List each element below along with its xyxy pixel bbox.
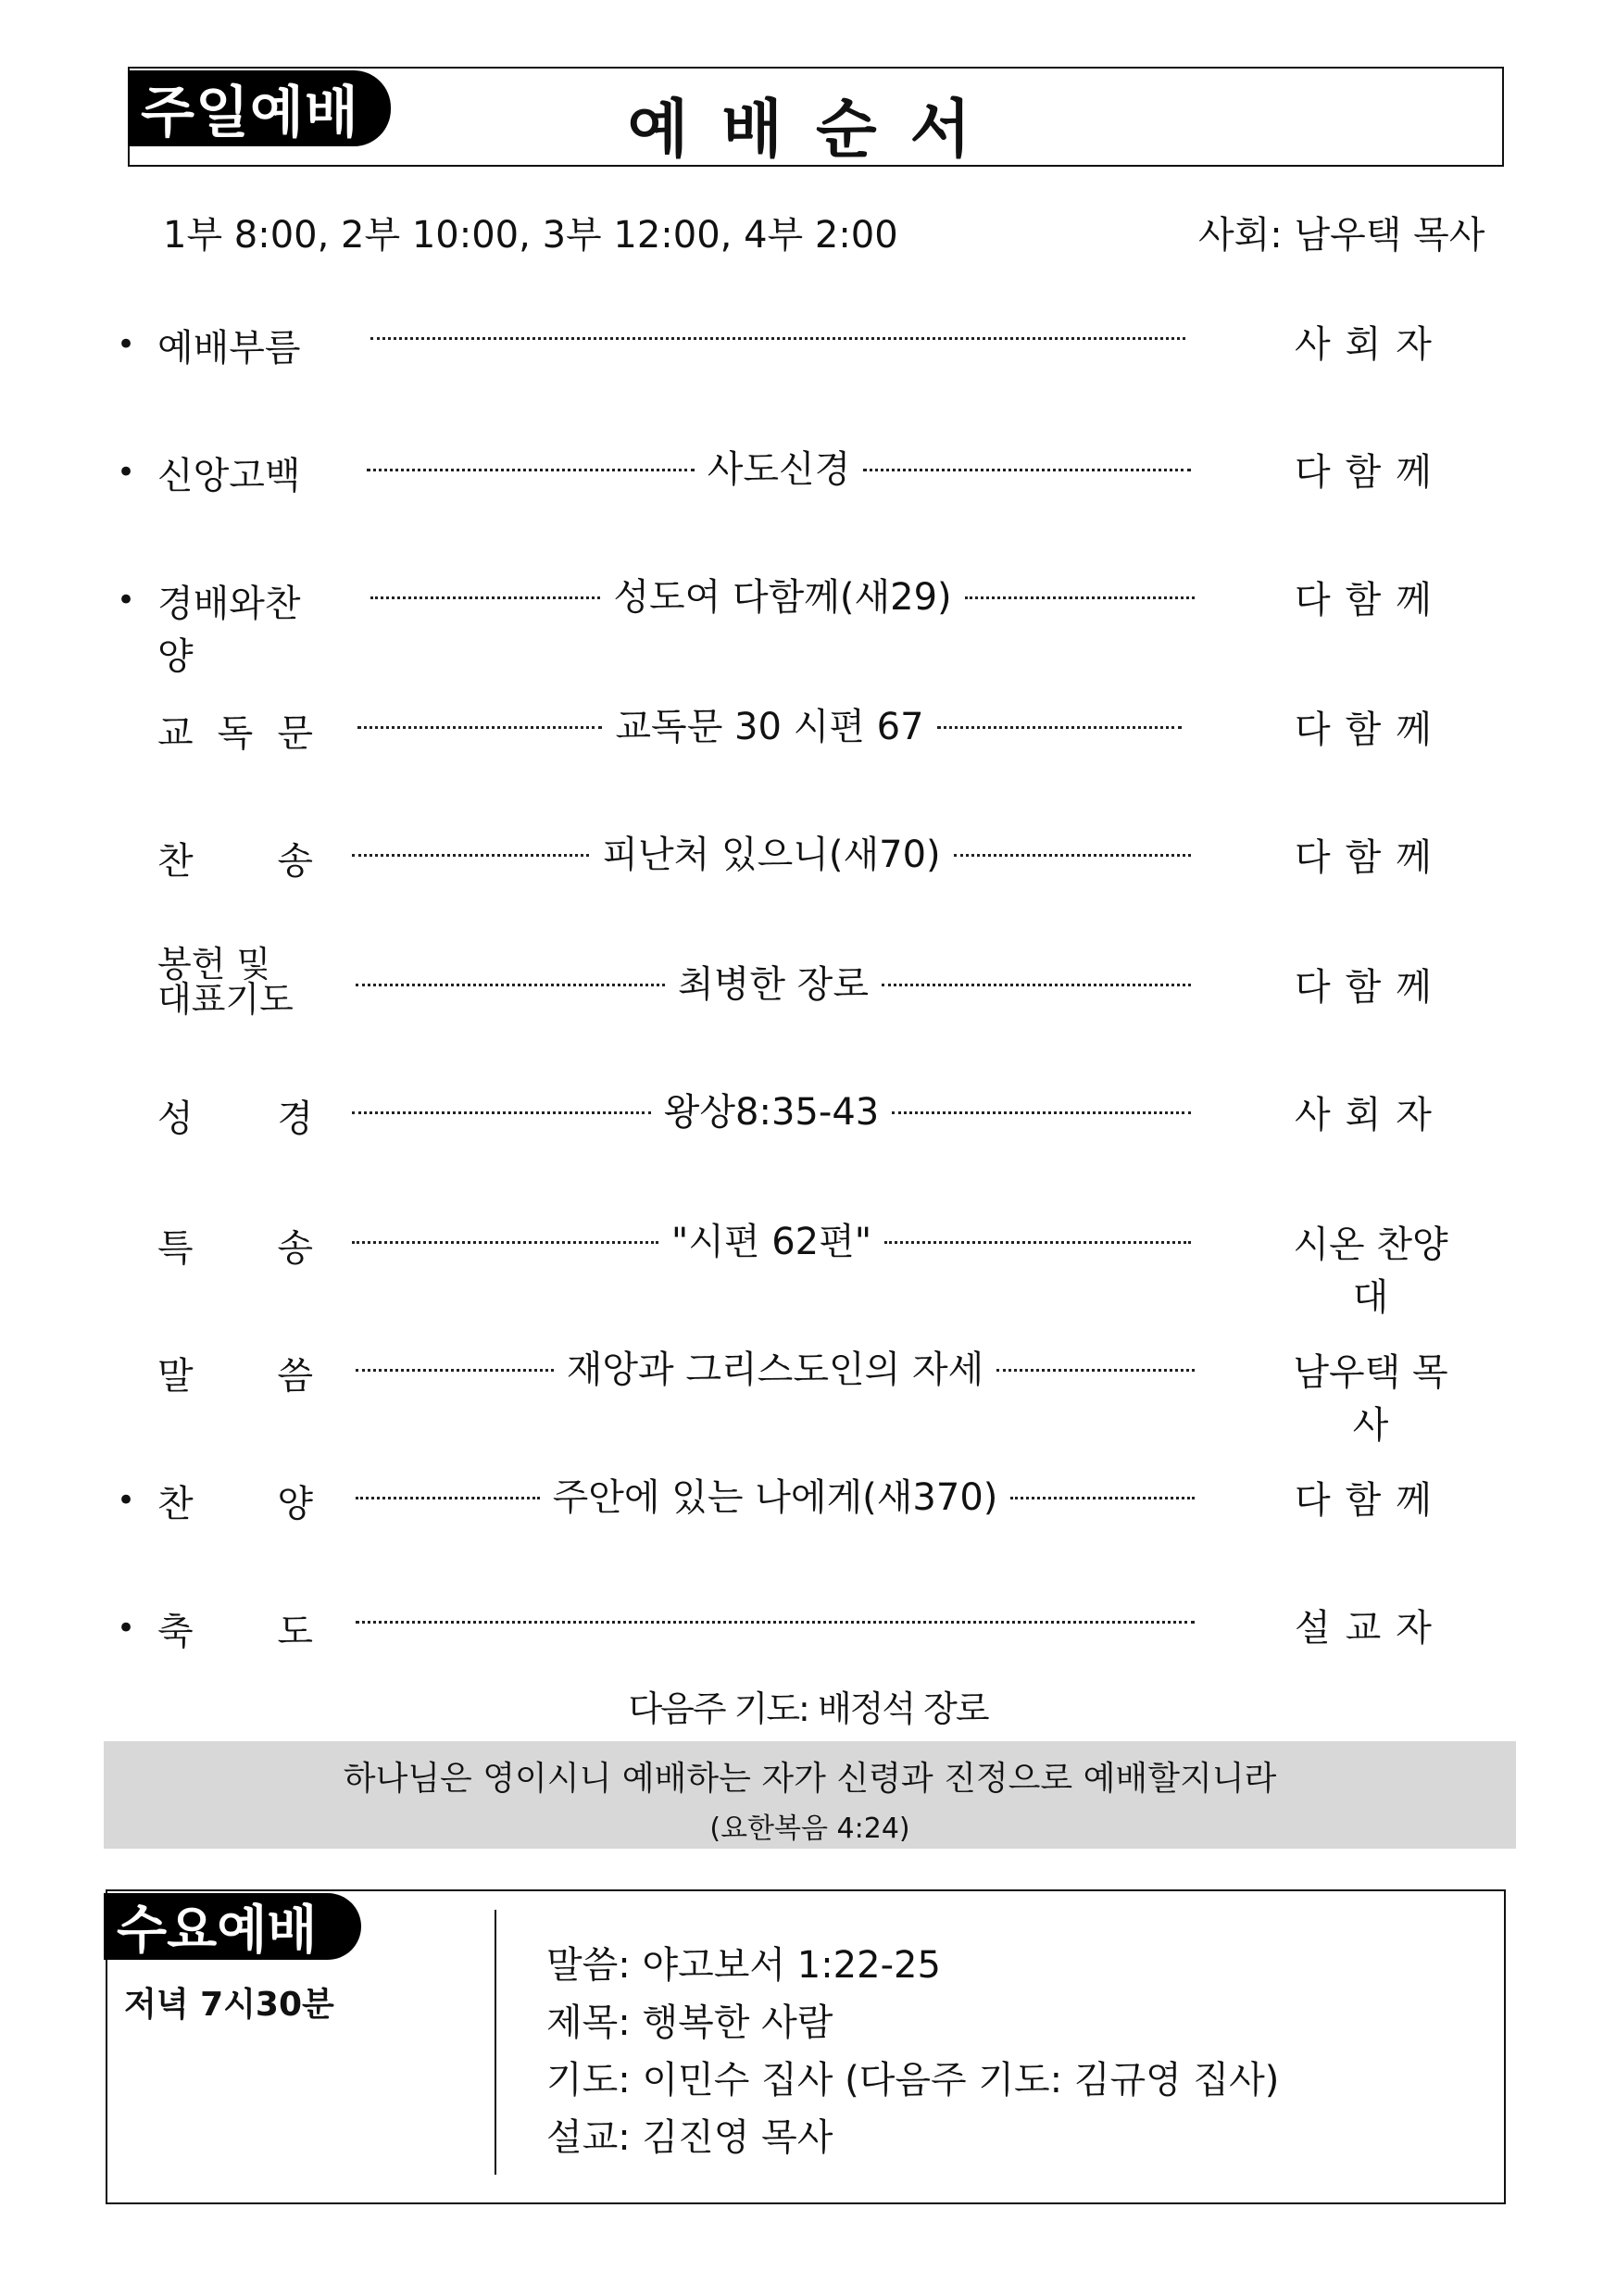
wednesday-prayer: 기도: 이민수 집사 (다음주 기도: 김규영 집사) (546, 2059, 1280, 2102)
order-item-responder: 다함께 (1295, 836, 1447, 879)
order-item-label (157, 1602, 313, 1655)
bullet-marker: • (117, 1482, 136, 1519)
dotted-leader (882, 984, 1191, 986)
order-item-label-char: 특 (157, 1227, 194, 1270)
order-item-responder: 다함께 (1295, 966, 1447, 1009)
order-item-content: 사도신경 (707, 447, 851, 491)
order-item-content: 재앙과 그리스도인의 자세 (566, 1348, 984, 1391)
order-item (0, 1458, 1616, 1541)
bullet-marker: • (117, 326, 136, 363)
wednesday-preacher: 설교: 김진영 목사 (546, 2116, 833, 2159)
order-item (0, 945, 1616, 1028)
order-item-label-char: 교 (157, 712, 194, 755)
order-item (0, 1202, 1616, 1319)
order-item-responder: 사회자 (1295, 1094, 1447, 1136)
dotted-leader (352, 1241, 658, 1244)
order-item-label-char: 경배와찬양 (157, 583, 301, 678)
leader-dots (352, 828, 1191, 874)
order-item-label (157, 1347, 313, 1399)
dotted-leader (367, 469, 695, 471)
order-item-label-char: 찬 (157, 1483, 194, 1525)
order-item (0, 430, 1616, 513)
order-item-label-char: 찬 (157, 840, 194, 883)
service-times: 1부 8:00, 2부 10:00, 3부 12:00, 4부 2:00 (163, 214, 898, 257)
order-item-label (157, 704, 313, 757)
order-item-label-line: 대표기도 (157, 979, 294, 1020)
bullet-marker: • (117, 1610, 136, 1647)
order-item-label-char: 독 (217, 712, 254, 755)
dotted-leader (357, 726, 602, 729)
wednesday-time: 저녁 7시30분 (124, 1986, 334, 2024)
order-item (0, 1330, 1616, 1447)
leader-dots (356, 1471, 1195, 1517)
order-item-label (157, 1089, 313, 1142)
order-item-content: 교독문 30 시편 67 (615, 705, 924, 748)
wednesday-divider (495, 1910, 496, 2175)
order-item-label (157, 319, 313, 371)
dotted-leader (884, 1241, 1191, 1244)
wednesday-sermon-title: 제목: 행복한 사람 (546, 2001, 833, 2044)
order-item-content: 주안에 있는 나에게(새370) (552, 1475, 998, 1519)
order-item (0, 1073, 1616, 1156)
order-item-label (157, 944, 313, 1020)
dotted-leader (937, 726, 1182, 729)
order-item-label-char: 송 (277, 840, 313, 883)
order-item-content: 왕상8:35-43 (663, 1090, 880, 1134)
order-item-label-line: 봉헌 및 (157, 944, 271, 985)
order-item-label (157, 832, 313, 885)
leader-dots (356, 958, 1191, 1004)
order-item-responder: 다함께 (1295, 709, 1447, 751)
order-item-responder: 다함께 (1295, 1479, 1447, 1522)
order-item-responder: 다함께 (1295, 451, 1447, 494)
dotted-leader (356, 1369, 554, 1372)
leader-dots (367, 443, 1191, 489)
leader-dots (352, 1215, 1191, 1261)
wednesday-service-badge: 수요예배 (104, 1893, 361, 1960)
dotted-leader (996, 1369, 1195, 1372)
order-item-content: 최병한 장로 (678, 962, 869, 1006)
dotted-leader (863, 469, 1191, 471)
sunday-service-badge: 주일예배 (128, 70, 391, 146)
order-item (0, 687, 1616, 771)
order-item-label-char: 예배부름 (157, 327, 301, 370)
dotted-leader (356, 1621, 1195, 1624)
leader-dots (370, 315, 1185, 361)
order-item-label (157, 574, 313, 680)
dotted-leader (352, 854, 589, 857)
order-item (0, 558, 1616, 678)
order-item-label-char: 송 (277, 1227, 313, 1270)
order-item-label-char: 양 (277, 1483, 313, 1525)
order-item-responder: 다함께 (1295, 579, 1447, 621)
dotted-leader (954, 854, 1191, 857)
bullet-marker: • (117, 454, 136, 491)
order-item-responder: 남우택 목사 (1293, 1351, 1448, 1447)
wednesday-sermon-passage: 말씀: 야고보서 1:22-25 (546, 1944, 941, 1987)
order-item (0, 815, 1616, 898)
order-item-label-char: 경 (277, 1098, 313, 1140)
dotted-leader (965, 596, 1195, 599)
dotted-leader (1010, 1497, 1195, 1499)
scripture-verse-box (104, 1741, 1516, 1849)
leader-dots (352, 1085, 1191, 1132)
bullet-marker: • (117, 582, 136, 619)
order-item-responder: 사회자 (1295, 323, 1447, 366)
order-item-label-char: 축 (157, 1611, 194, 1653)
dotted-leader (370, 337, 1185, 340)
next-week-prayer: 다음주 기도: 배정석 장로 (628, 1688, 988, 1729)
leader-dots (356, 1599, 1195, 1645)
order-item-label-char: 말 (157, 1355, 194, 1398)
order-item-label (157, 1219, 313, 1272)
leader-dots (370, 571, 1195, 617)
order-item-label-char: 문 (277, 712, 313, 755)
verse-reference: (요한복음 4:24) (709, 1813, 910, 1845)
dotted-leader (892, 1111, 1191, 1114)
leader-dots (356, 1343, 1195, 1389)
dotted-leader (356, 984, 665, 986)
order-item-content: 성도여 다함께(새29) (613, 575, 952, 619)
order-item-label-char: 성 (157, 1098, 194, 1140)
order-item-label-char: 도 (277, 1611, 313, 1653)
order-item-responder: 설교자 (1295, 1607, 1447, 1650)
order-item (0, 302, 1616, 385)
order-item-label (157, 1474, 313, 1527)
service-leader: 사회: 남우택 목사 (1198, 214, 1485, 257)
order-item-content: 피난처 있으니(새70) (602, 833, 941, 876)
order-item-label-char: 씀 (277, 1355, 313, 1398)
order-item-label-char: 신앙고백 (157, 455, 301, 497)
verse-text: 하나님은 영이시니 예배하는 자가 신령과 진정으로 예배할지니라 (343, 1760, 1277, 1798)
order-item-content: "시편 62편" (670, 1220, 872, 1263)
leader-dots (357, 700, 1182, 747)
dotted-leader (352, 1111, 651, 1114)
order-item (0, 1586, 1616, 1669)
order-item-responder: 시온 찬양대 (1293, 1223, 1448, 1319)
order-item-label (157, 446, 313, 499)
dotted-leader (370, 596, 600, 599)
page-title: 예배순서 (627, 93, 1005, 167)
dotted-leader (356, 1497, 540, 1499)
